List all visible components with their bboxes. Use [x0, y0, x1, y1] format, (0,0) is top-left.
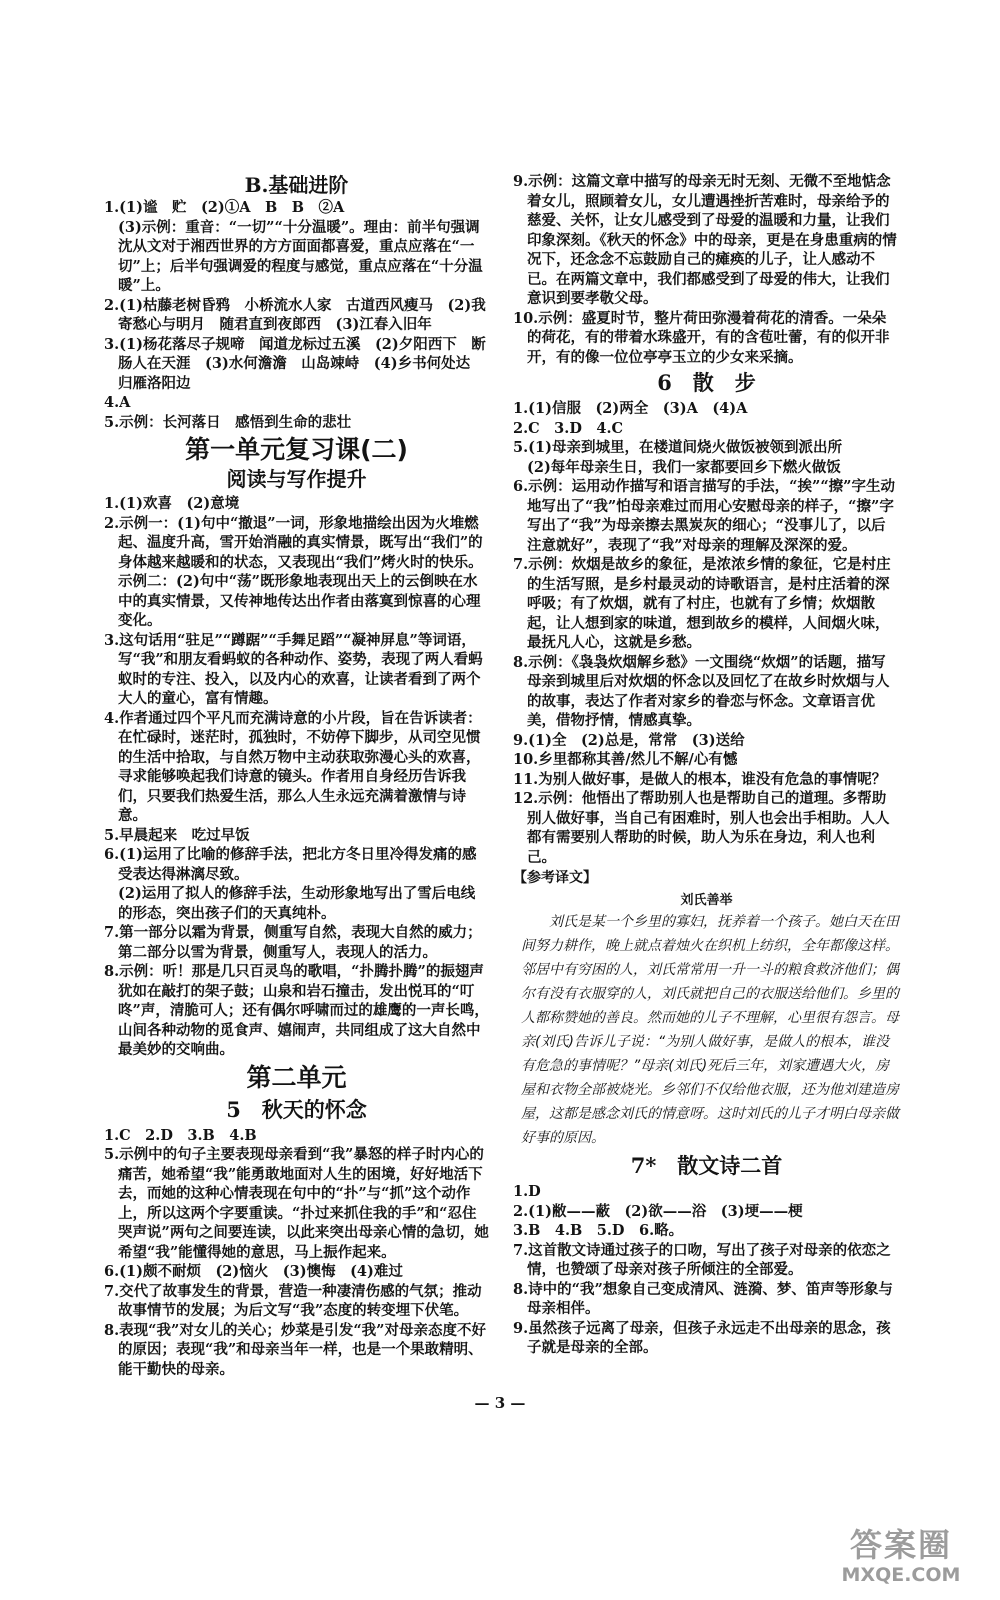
- watermark-logo: [816, 1526, 986, 1586]
- answer-item: 5.示例中的句子主要表现母亲看到“我”暴怒的样子时内心的痛苦，她希望“我”能勇敢地面对人生的困境，好好地活下去，而她的这种心情表现在句中的“扑”与“抓”这个动作上，所以这两个字要重读。“扑过来抓住我的手”和“忍住哭声说”两句之间要连读，以此来突出母亲心情的急切，她希望“我”能懂得她的意思，马上振作起来。: [104, 1146, 489, 1261]
- answer-item: 10.乡里都称其善/然儿不解/心有憾: [513, 751, 738, 768]
- answer-item: 8.示例：《袅袅炊烟解乡愁》一文围绕“炊烟”的话题，描写母亲到城里后对炊烟的怀念以及回忆了在故乡时炊烟与人的故事，表达了作者对家乡的眷恋与怀念。文章语言优美，借物抒情，情感真挚。: [513, 653, 890, 729]
- answer-item: 9.示例：这篇文章中描写的母亲无时无刻、无微不至地惦念着女儿，照顾着女儿，女儿遭遇挫折苦难时，母亲给予的慈爱、关怀，让女儿感受到了母爱的温暖和力量，让我们印象深刻。《秋天的怀念》中的母亲，更是在身患重病的情况下，还念念不忘鼓励自己的瘫痪的儿子，让人感动不已。在两篇文章中，我们都感受到了母爱的伟大，让我们意识到要孝敬父母。: [513, 173, 897, 307]
- answer-item: 6.(1)颇不耐烦 (2)恼火 (3)懊悔 (4)难过: [104, 1263, 403, 1280]
- lesson-heading-6: 6 散 步: [657, 370, 756, 395]
- answer-item: 1.(1)谧 贮 (2)①A B B ②A: [104, 199, 345, 216]
- right-column: [513, 172, 900, 1358]
- answer-item: 8.示例：听！那是几只百灵鸟的歌唱，“扑腾扑腾”的振翅声犹如在敲打的架子鼓；山泉和岩石撞击，发出悦耳的“叮咚”声，清脆可人；还有偶尔呼啸而过的雄鹰的一声长鸣，山间各种动物的觅食声、嬉闹声，共同组成了这大自然中最美妙的交响曲。: [104, 963, 489, 1058]
- answer-item: (3)示例：重音：“一切”“十分温暖”。理由：前半句强调沈从文对于湘西世界的方方面面都喜爱，重点应落在“一切”上；后半句强调爱的程度与感觉，重点应落在“十分温暖”上。: [118, 218, 483, 294]
- section-heading-reading-writing: 阅读与写作提升: [226, 467, 367, 491]
- answer-item: (2)每年母亲生日，我们一家都要回乡下燃火做饭: [527, 458, 841, 476]
- answer-item: 5.早晨起来 吃过早饭: [104, 826, 250, 844]
- answer-item: 5.(1)母亲到城里，在楼道间烧火做饭被领到派出所: [513, 439, 842, 456]
- answer-item: 2.C 3.D 4.C: [513, 419, 624, 437]
- reference-translation-label: 【参考译文】: [513, 870, 597, 886]
- answer-item: (2)运用了拟人的修辞手法，生动形象地写出了雪后电线的形态，突出孩子们的天真纯朴。: [118, 885, 476, 922]
- answer-item: 3.B 4.B 5.D 6.略。: [513, 1222, 684, 1239]
- answer-item: 7.交代了故事发生的背景，营造一种凄清伤感的气氛；推动故事情节的发展；为后文写“我”态度的转变埋下伏笔。: [104, 1282, 482, 1319]
- answer-item: 9.虽然孩子远离了母亲，但孩子永远走不出母亲的思念，孩子就是母亲的全部。: [513, 1319, 891, 1356]
- answer-item: 8.诗中的“我”想象自己变成清风、涟漪、梦、笛声等形象与母亲相伴。: [513, 1280, 893, 1317]
- watermark-logo-text: 答案圈: [849, 1526, 952, 1564]
- watermark-url: MXQE.COM: [841, 1564, 961, 1586]
- lesson-heading-5: 5 秋天的怀念: [226, 1096, 367, 1122]
- answer-item: 2.示例一：(1)句中“撤退”一词，形象地描绘出因为火堆燃起、温度升高，雪开始消融的真实情景，既写出“我们”的身体越来越暖和的状态，又表现出“我们”烤火时的快乐。: [104, 514, 483, 571]
- answer-item: 11.为别人做好事，是做人的根本，谁没有危急的事情呢？: [513, 770, 887, 788]
- lesson-heading-7: 7* 散文诗二首: [630, 1153, 783, 1178]
- answer-item: 3.(1)杨花落尽子规啼 闻道龙标过五溪 (2)夕阳西下 断肠人在天涯 (3)水何澹澹 山岛竦峙 (4)乡书何处达 归雁洛阳边: [104, 335, 486, 392]
- page-number: — 3 —: [474, 1394, 526, 1412]
- answer-item: 8.表现“我”对女儿的关心；炒菜是引发“我”对母亲态度不好的原因；表现“我”和母亲当年一样，也是一个果敢精明、能干勤快的母亲。: [104, 1321, 486, 1378]
- answer-item: 1.(1)信服 (2)两全 (3)A (4)A: [513, 400, 748, 417]
- answer-item: 4.A: [104, 394, 131, 411]
- translation-title: 刘氏善举: [680, 892, 733, 908]
- answer-item: 3.这句话用“驻足”“蹲踞”“手舞足蹈”“凝神屏息”等词语，写“我”和朋友看蚂蚁的各种动作、姿势，表现了两人看蚂蚁时的专注、投入，以及内心的欢喜，让读者看到了两个大人的童心，富有情趣。: [104, 631, 483, 707]
- unit-heading-review: 第一单元复习课(二): [185, 435, 408, 464]
- answer-item: 7.示例：炊烟是故乡的象征，是浓浓乡情的象征，它是村庄的生活写照，是乡村最灵动的诗歌语言，是村庄活着的深呼吸；有了炊烟，就有了村庄，也就有了乡情；炊烟散起，让人想到家的味道，想到故乡的模样，人间烟火味，最抚凡人心，这就是乡愁。: [513, 556, 891, 651]
- answer-item: 9.(1)全 (2)总是，常常 (3)送给: [513, 731, 745, 749]
- answer-item: 示例二：(2)句中“荡”既形象地表现出天上的云倒映在水中的真实情景，又传神地传达出作者由落寞到惊喜的心理变化。: [118, 573, 481, 629]
- answer-item: 2.(1)敝——蔽 (2)欲——浴 (3)埂——梗: [513, 1202, 803, 1220]
- answer-item: 7.第一部分以霜为背景，侧重写自然，表现大自然的威力；第二部分以雪为背景，侧重写人，表现人的活力。: [104, 924, 482, 961]
- translation-text: 刘氏是某一个乡里的寡妇，抚养着一个孩子。她白天在田间努力耕作，晚上就点着烛火在织机上纺织，全年都像这样。邻居中有穷困的人，刘氏常常用一升一斗的粮食救济他们；偶尔有没有衣服穿的人，刘氏就把自己的衣服送给他们。乡里的人都称赞她的善良。然而她的儿子不理解，心里很有怨言。母亲(刘氏)告诉儿子说：“为别人做好事，是做人的根本，谁没有危急的事情呢？”母亲(刘氏)死后三年，刘家遭遇大火，房屋和衣物全部被烧光。乡邻们不仅给他衣服，还为他刘建造房屋，这都是感念刘氏的情意呀。这时刘氏的儿子才明白母亲做好事的原因。: [521, 914, 899, 1146]
- answer-item: 1.C 2.D 3.B 4.B: [104, 1126, 257, 1144]
- left-column: [104, 172, 489, 1379]
- answer-item: 2.(1)枯藤老树昏鸦 小桥流水人家 古道西风瘦马 (2)我寄愁心与明月 随君直到夜郎西 (3)江春入旧年: [104, 296, 486, 333]
- unit-heading-unit2: 第二单元: [246, 1062, 347, 1092]
- answer-item: 1.D: [513, 1183, 541, 1200]
- section-heading-b: B.基础进阶: [244, 173, 349, 197]
- answer-item: 5.示例：长河落日 感悟到生命的悲壮: [104, 413, 352, 431]
- answer-item: 7.这首散文诗通过孩子的口吻，写出了孩子对母亲的依恋之情，也赞颂了母亲对孩子所倾注的全部爱。: [513, 1241, 891, 1278]
- answer-item: 10.示例：盛夏时节，整片荷田弥漫着荷花的清香。一朵朵的荷花，有的带着水珠盛开，有的含苞吐蕾，有的似开非开，有的像一位位亭亭玉立的少女来采摘。: [513, 309, 890, 366]
- answer-item: 12.示例：他悟出了帮助别人也是帮助自己的道理。多帮助别人做好事，当自己有困难时，别人也会出手相助。人人都有需要别人帮助的时候，助人为乐在身边，利人也利己。: [513, 790, 890, 866]
- answer-item: 4.作者通过四个平凡而充满诗意的小片段，旨在告诉读者：在忙碌时，迷茫时，孤独时，不妨停下脚步，从司空见惯的生活中拾取，与自然万物中主动获取弥漫心头的欢喜，寻求能够唤起我们诗意的镜头。作者用自身经历告诉我们，只要我们热爱生活，那么人生永远充满着激情与诗意。: [104, 709, 482, 824]
- answer-item: 6.(1)运用了比喻的修辞手法，把北方冬日里冷得发痛的感受表达得淋漓尽致。: [104, 846, 477, 883]
- answer-item: 6.示例：运用动作描写和语言描写的手法，“挨”“擦”字生动地写出了“我”怕母亲难过而用心安慰母亲的样子，“擦”字写出了“我”为母亲擦去黑炭灰的细心；“没事儿了，以后注意就好”，表现了“我”对母亲的理解及深深的爱。: [513, 478, 895, 554]
- answer-item: 1.(1)欢喜 (2)意境: [104, 495, 240, 512]
